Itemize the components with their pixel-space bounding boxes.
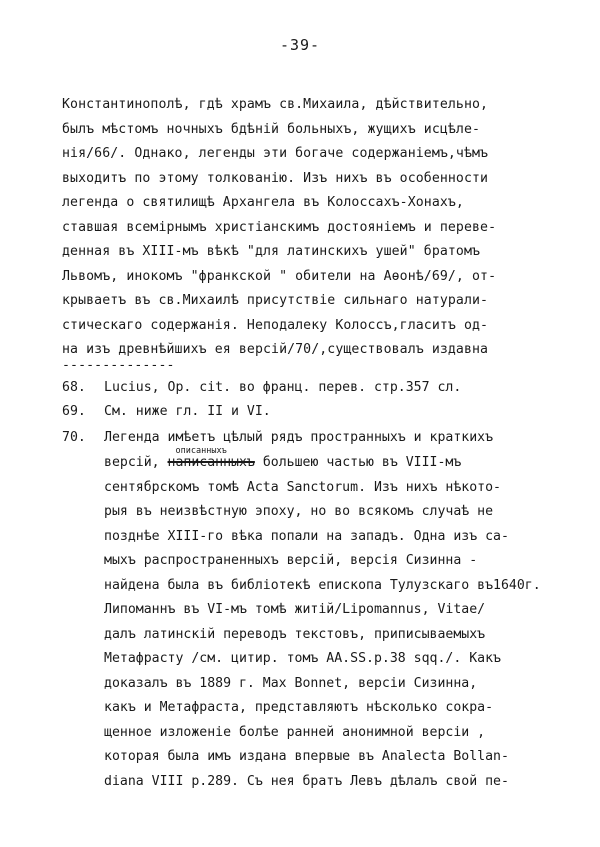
body-line: Константинополѣ, гдѣ храмъ св.Михаила, дѣйствительно, [62,97,489,112]
footnote-line-with-correction [104,446,462,470]
struck-word: написанныхъ [167,455,255,470]
footnote-number: 68. [62,380,86,395]
body-line: стическаго содержанія. Неподалеку Колоссъ,гласитъ од- [62,318,489,333]
footnote-separator: -------------- [62,358,175,373]
footnote-text-fragment: версій, [104,455,168,470]
footnote-line: какъ и Метафраста, представляютъ нѣсколько сокра- [104,700,494,715]
footnote-line: Липоманнъ въ VI-мъ томѣ житій/Lipomannus, Vitae/ [104,602,486,617]
footnote-line: позднѣе XIII-го вѣка попали на западъ. Одна изъ са- [104,529,509,544]
body-line: крываетъ въ св.Михаилѣ присутствіе сильнаго натурали- [62,293,489,308]
correction-wrapper [167,446,255,470]
footnote-line: найдена была въ библіотекѣ епископа Тулузскаго въ1640г. [104,578,541,593]
handwritten-insertion: описанныхъ [175,446,227,456]
body-line: Львомъ, инокомъ "франкской " обители на Аөонѣ/69/, от- [62,269,497,284]
footnote-line: рыя въ неизвѣстную эпоху, но во всякомъ случаѣ не [104,504,494,519]
footnote-line: далъ латинскій переводъ текстовъ, приписываемыхъ [104,627,486,642]
footnote-text: Lucius, Op. cit. во франц. перев. стр.357 сл. [104,380,462,395]
footnote-number: 69. [62,404,86,419]
footnote-text-fragment: большею частью въ VIII-мъ [254,455,462,470]
body-line: былъ мѣстомъ ночныхъ бдѣній больныхъ, жущихъ исцѣле- [62,122,481,137]
footnote-line: diana VIII p.289. Съ нея братъ Левъ дѣлалъ свой пе- [104,774,509,789]
page-number: -39- [279,36,321,54]
body-line: ставшая всемірнымъ христіанскимъ достояніемъ и переве- [62,220,497,235]
body-line: денная въ XIII-мъ вѣкѣ "для латинскихъ ушей" братомъ [62,244,481,259]
footnote-number: 70. [62,430,86,445]
body-line: выходитъ по этому толкованію. Изъ нихъ въ особенности [62,171,489,186]
footnote-line: которая была имъ издана впервые въ Analecta Bollan- [104,749,509,764]
footnote-line: сентябрскомъ томѣ Acta Sanctorum. Изъ нихъ нѣкото- [104,480,501,495]
footnote-line: Метафрасту /см. цитир. томъ AA.SS.p.38 sqq./. Какъ [104,651,501,666]
body-line: на изъ древнѣйшихъ ея версій/70/,существовалъ издавна [62,342,489,357]
footnote-text: См. ниже гл. II и VI. [104,404,271,419]
body-line: нія/66/. Однако, легенды эти богаче содержаніемъ,чѣмъ [62,146,489,161]
footnote-line: мыхъ распространенныхъ версій, версія Сизинна - [104,553,478,568]
body-line: легенда о святилищѣ Архангела въ Колоссахъ-Хонахъ, [62,195,464,210]
footnote-line: щенное изложеніе болѣе ранней анонимной версіи , [104,725,486,740]
footnote-line: доказалъ въ 1889 г. Max Bonnet, версіи Сизинна, [104,676,478,691]
footnote-text: Легенда имѣетъ цѣлый рядъ пространныхъ и краткихъ [104,430,494,445]
